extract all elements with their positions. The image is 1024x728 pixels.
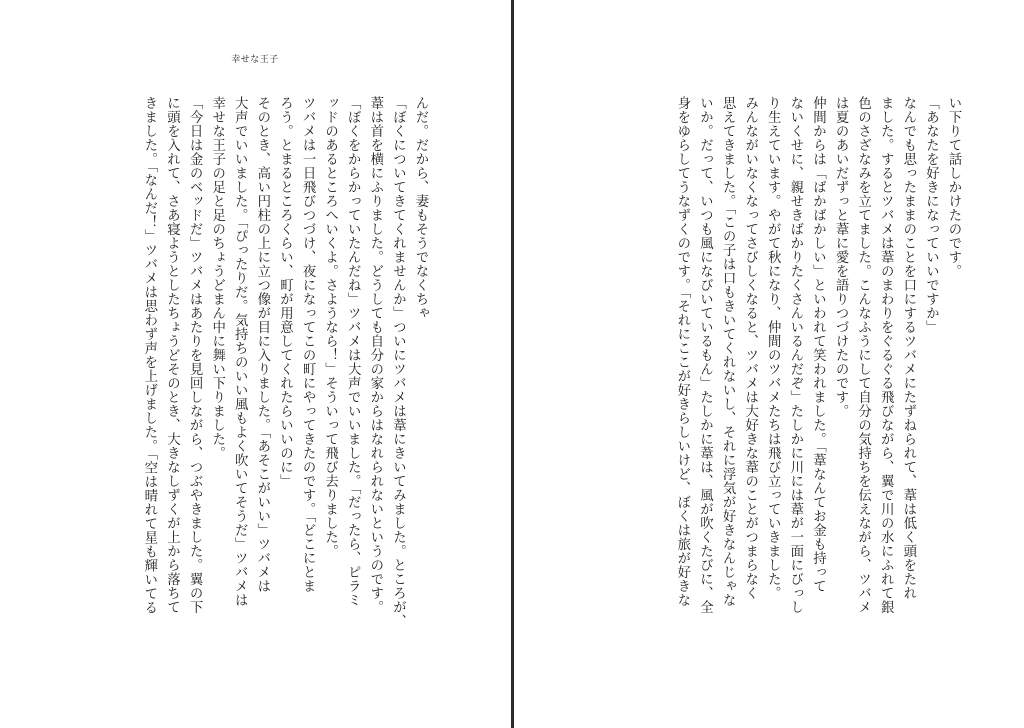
- text-line: 幸せな王子の足と足のちょうどまん中に舞い下りました。: [209, 96, 225, 460]
- text-line: 色のさざなみを立てました。こんなふうにして自分の気持ちを伝えながら、ツバメ: [855, 96, 871, 614]
- text-line: 「ぼくについてきてくれませんか」ついにツバメは葦にきいてみました。ところが、: [390, 96, 406, 628]
- text-line: みんながいなくなってさびしくなると、ツバメは大好きな葦のことがつまらなく: [742, 96, 758, 600]
- text-line: ツバメは一日飛びつづけ、夜になってこの町にやってきたのです。「どこにとま: [300, 96, 316, 594]
- running-head: 幸せな王子: [231, 55, 279, 65]
- text-line: ッドのあるところへいくよ。さようなら！」そういって飛び去りました。: [322, 96, 338, 558]
- text-line: 大声でいいました。「ぴったりだ。気持ちのいい風もよく吹いてそうだ」ツバメは: [232, 96, 248, 608]
- text-line: そのとき、高い円柱の上に立つ像が目に入りました。「あそこがいい」ツバメは: [254, 96, 270, 594]
- text-line: 「あなたを好きになっていいですか」: [923, 96, 939, 334]
- text-line: いか。だって、いつも風になびいているもん」たしかに葦は、風が吹くたびに、全: [697, 96, 713, 614]
- left-page-text: [137, 96, 431, 696]
- text-line: なんでも思ったままのことを口にするツバメにたずねられて、葦は低く頭をたれ: [900, 96, 916, 600]
- text-line: 仲間からは「ばかばかしい」といわれて笑われました。「葦なんてお金も持って: [810, 96, 826, 594]
- text-line: 葦は首を横にふりました。どうしても自分の家からはなれられないというのです。: [367, 96, 383, 614]
- text-line: きました。「なんだ！」ツバメは思わず声を上げました。「空は晴れて星も輝いてる: [141, 96, 157, 615]
- text-line: に頭を入れて、さあ寝ようとしたちょうどそのとき、大きなしずくが上から落ちて: [164, 96, 180, 614]
- text-line: は夏のあいだずっと葦に愛を語りつづけたのです。: [833, 96, 849, 418]
- text-line: 「ぼくをからかっていたんだね」ツバメは大声でいいました。「だったら、ピラミ: [345, 96, 361, 608]
- text-line: ろう。とまるところくらい、町が用意してくれたらいいのに」: [277, 96, 293, 488]
- text-line: 思えてきました。「この子は口もきいてくれないし、それに浮気が好きなんじゃな: [720, 96, 736, 608]
- right-page: [514, 0, 1024, 728]
- left-page: [0, 0, 511, 728]
- text-line: んだ。だから、妻もそうでなくちゃ: [413, 96, 428, 320]
- text-line: 「今日は金のベッドだ」ツバメはあたりを見回しながら、つぶやきました。翼の下: [187, 96, 203, 614]
- text-line: り生えています。やがて秋になり、仲間のツバメたちは飛び立っていきました。: [765, 96, 781, 600]
- text-line: ました。するとツバメは葦のまわりをぐるぐる飛びながら、翼で川の水にふれて銀: [878, 96, 894, 614]
- text-line: 身をゆらしてうなずくのです。「それにここが好きらしいけど、ぼくは旅が好きな: [674, 96, 690, 608]
- right-page-text: [670, 96, 964, 696]
- text-line: ないくせに、親せきばかりたくさんいるんだぞ」たしかに川には葦が一面にびっし: [787, 96, 803, 614]
- text-line: い下りて話しかけたのです。: [946, 96, 961, 278]
